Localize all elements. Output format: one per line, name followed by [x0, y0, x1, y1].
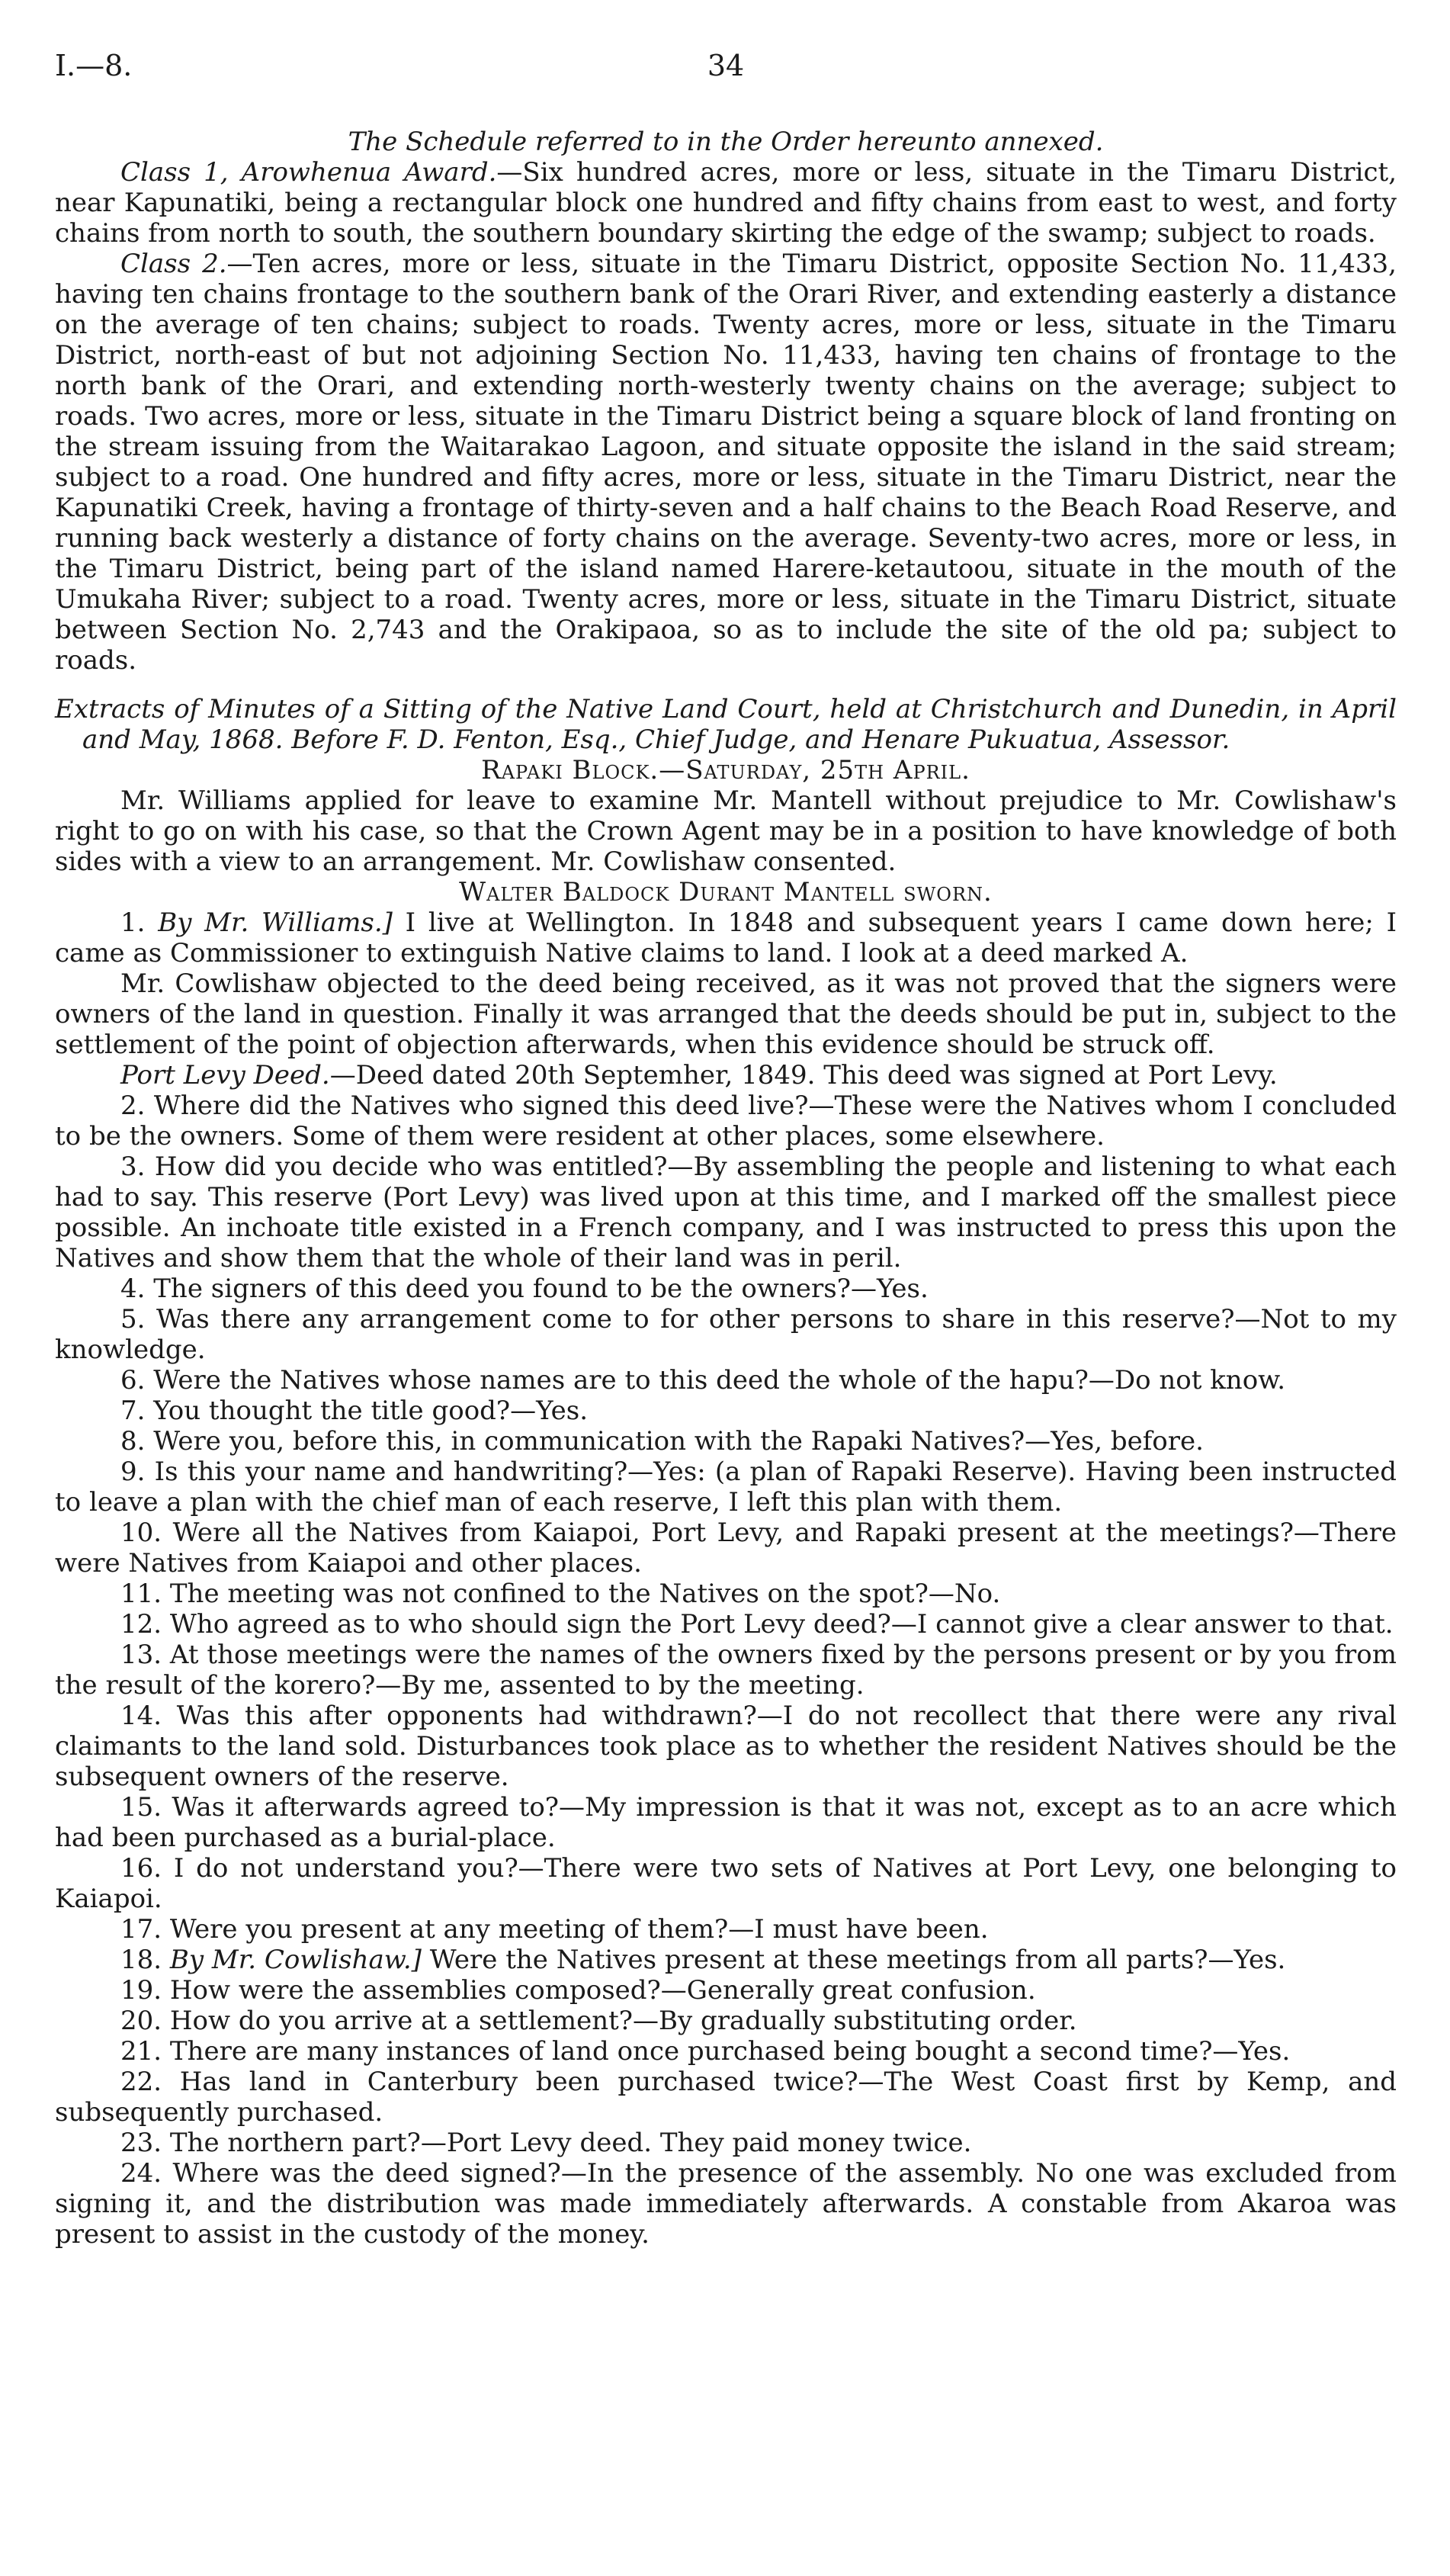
question-item: 7. You thought the title good?—Yes. — [120, 1396, 589, 1426]
intro-paragraph: Mr. Williams applied for leave to examine Mr. Mantell without prejudice to Mr. Cowlishaw's right to go on with his case, so that the Crown Agent may be in a position to have knowledge of both sides with a view to an arrangement. Mr. Cowlishaw consented. — [55, 785, 1397, 877]
question-item: 9. Is this your name and handwriting?—Yes: (a plan of Rapaki Reserve). Having been instructed to leave a plan with the chief man of each reserve, I left this plan with them. — [55, 1457, 1397, 1518]
question-18: 18. By Mr. Cowlishaw.] Were the Natives present at these meetings from all parts?—Yes. — [120, 1945, 1286, 1975]
class-1-text: —Six hundred acres, more or less, situate in the Timaru District, near Kapunatiki, being a rectangular block one hundred and fifty chains from east to west, and forty chains from north to south, the southern boundary skirting the edge of the swamp; subject to roads. — [55, 157, 1397, 249]
question-item: 6. Were the Natives whose names are to this deed the whole of the hapu?—Do not know. — [120, 1365, 1286, 1396]
class-2-text: —Ten acres, more or less, situate in the Timaru District, opposite Section No. 11,433, having ten chains frontage to the southern bank of the Orari River, and extending easterly a distance on the average of ten chains; subject to roads. Twenty acres, more or less, situate in the Timaru District, north-east of but not adjoining Section No. 11,433, having ten chains of frontage to the north bank of the Orari, and extending north-westerly twenty chains on the average; subject to roads. Two acres, more or less, situate in the Timaru District being a square block of land fronting on the stream issuing from the Waitarakao Lagoon, and situate opposite the island in the said stream; subject to a road. One hundred and fifty acres, more or less, situate in the Timaru District, near the Kapunatiki Creek, having a frontage of thirty-seven and a half chains to the Beach Road Reserve, and running back westerly a distance of forty chains on the average. Seventy-two acres, more or less, in the Timaru District, being part of the island named Harere-ketautoou, situate in the mouth of the Umukaha River; subject to a road. Twenty acres, more or less, situate in the Timaru District, situate between Section No. 2,743 and the Orakipaoa, so as to include the site of the old pa; subject to roads. — [55, 249, 1397, 676]
question-item: 22. Has land in Canterbury been purchased twice?—The West Coast first by Kemp, and subsequently purchased. — [55, 2067, 1397, 2128]
examiner-label: By Mr. Williams.] — [158, 907, 393, 938]
page-number: 34 — [707, 49, 745, 82]
document-reference: I.—8. — [55, 49, 133, 82]
question-item: 23. The northern part?—Port Levy deed. They paid money twice. — [120, 2128, 972, 2158]
question-item: 3. How did you decide who was entitled?—By assembling the people and listening to what each had to say. This reserve (Port Levy) was lived upon at this time, and I marked off the smallest piece possible. An inchoate title existed in a French company, and I was instructed to press this upon the Natives and show them that the whole of their land was in peril. — [55, 1151, 1397, 1274]
class-2-label: Class 2. — [120, 249, 227, 279]
question-item: 14. Was this after opponents had withdrawn?—I do not recollect that there were any rival claimants to the land sold. Disturbances took place as to whether the resident Natives should be the subsequent owners of the reserve. — [55, 1701, 1397, 1792]
deed-paragraph: Port Levy Deed.—Deed dated 20th Septemher, 1849. This deed was signed at Port Levy. — [120, 1060, 1278, 1090]
page-body — [55, 127, 1397, 2250]
class-1-label: Class 1, Arowhenua Award. — [120, 157, 497, 188]
question-1: 1. By Mr. Williams.] I live at Wellington. In 1848 and subsequent years I came down here; I came as Commissioner to extinguish Native claims to land. I look at a deed marked A. — [55, 907, 1397, 968]
question-item: 15. Was it afterwards agreed to?—My impression is that it was not, except as to an acre which had been purchased as a burial-place. — [55, 1792, 1397, 1853]
question-item: 2. Where did the Natives who signed this deed live?—These were the Natives whom I concluded to be the owners. Some of them were resident at other places, some elsewhere. — [55, 1090, 1397, 1151]
schedule-class-1 — [55, 157, 1397, 249]
question-item: 8. Were you, before this, in communication with the Rapaki Natives?—Yes, before. — [120, 1426, 1204, 1457]
question-item: 24. Where was the deed signed?—In the presence of the assembly. No one was excluded from signing it, and the distribution was made immediately afterwards. A constable from Akaroa was present to assist in the custody of the money. — [55, 2158, 1397, 2250]
examiner-label: By Mr. Cowlishaw.] — [169, 1945, 422, 1975]
question-item: 10. Were all the Natives from Kaiapoi, Port Levy, and Rapaki present at the meetings?—There were Natives from Kaiapoi and other places. — [55, 1518, 1397, 1579]
deed-label: Port Levy Deed. — [120, 1060, 330, 1090]
question-item: 12. Who agreed as to who should sign the Port Levy deed?—I cannot give a clear answer to that. — [120, 1609, 1394, 1640]
question-item: 19. How were the assemblies composed?—Generally great confusion. — [120, 1975, 1036, 2006]
question-item: 4. The signers of this deed you found to be the owners?—Yes. — [120, 1274, 929, 1304]
question-item: 13. At those meetings were the names of the owners fixed by the persons present or by you from the result of the korero?—By me, assented to by the meeting. — [55, 1640, 1397, 1701]
question-item: 5. Was there any arrangement come to for other persons to share in this reserve?—Not to my knowledge. — [55, 1304, 1397, 1365]
extract-title: Extracts of Minutes of a Sitting of the Native Land Court, held at Christchurch and Dunedin, in April and May, 1868. Before F. D. Fenton, Esq., Chief Judge, and Henare Pukuatua, Assessor. — [55, 694, 1397, 755]
question-item: 17. Were you present at any meeting of them?—I must have been. — [120, 1914, 989, 1945]
question-item: 21. There are many instances of land once purchased being bought a second time?—Yes. — [120, 2036, 1291, 2067]
schedule-caption: The Schedule referred to in the Order hereunto annexed. — [348, 127, 1104, 157]
block-heading: Rapaki Block.—Saturday, 25th April. — [481, 755, 970, 785]
question-item: 16. I do not understand you?—There were two sets of Natives at Port Levy, one belonging to Kaiapoi. — [55, 1853, 1397, 1914]
schedule-class-2 — [55, 249, 1397, 676]
witness-heading: Walter Baldock Durant Mantell sworn. — [459, 877, 993, 907]
question-item: 20. How do you arrive at a settlement?—By gradually substituting order. — [120, 2006, 1077, 2036]
objection-paragraph: Mr. Cowlishaw objected to the deed being received, as it was not proved that the signers were owners of the land in question. Finally it was arranged that the deeds should be put in, subject to the settlement of the point of objection afterwards, when this evidence should be struck off. — [55, 968, 1397, 1060]
page-header — [55, 47, 1397, 93]
question-item: 11. The meeting was not confined to the Natives on the spot?—No. — [120, 1579, 1001, 1609]
